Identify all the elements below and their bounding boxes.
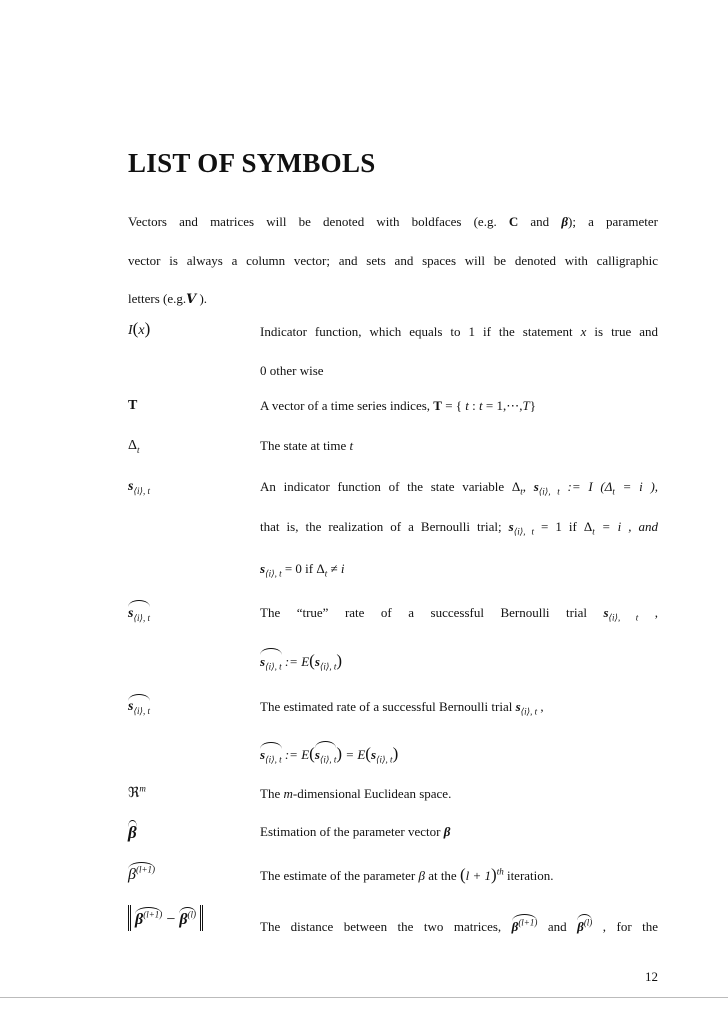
symbol-state: $\Delta_t$ [128, 438, 140, 455]
definition-bernoulli-line-1: An indicator function of the state variable $\Delta_t$, $s_{⟨i⟩, t}$ := I ($\Delta_t = i$ ), [260, 479, 659, 497]
symbol-true-rate: $s_{⟨i⟩, t}$ [128, 600, 150, 623]
page-number: 12 [645, 969, 658, 984]
definition-iteration-estimate: The estimate of the parameter β at the $(l + 1)^{th}$ iteration. [260, 865, 554, 884]
symbol-iteration-estimate: $\beta^{(l+1)}$ [128, 862, 155, 884]
definition-estimated-rate-line-2: $s_{⟨i⟩, t}$ := $E(s_{⟨i⟩, t}) = E(s_{⟨i⟩, t})$ [260, 741, 658, 764]
intro-line-3: letters (e.g.V ). [128, 291, 208, 307]
definition-indicator-line-1: Indicator function, which equals to 1 if the statement x is true and [260, 324, 659, 339]
definition-state: The state at time t [260, 438, 354, 453]
definition-estimated-rate-line-1: The estimated rate of a successful Bernoulli trial $s_{⟨i⟩, t}$ , [260, 699, 544, 717]
symbol-distance: $\beta^{(l+1)} - \beta^{(l)}$ [128, 905, 203, 931]
definition-estimated-parameter: Estimation of the parameter vector β [260, 824, 451, 839]
symbol-bernoulli: $s_{⟨i⟩, t}$ [128, 479, 150, 496]
intro-line-1: Vectors and matrices will be denoted with boldfaces (e.g. C and β); a parameter [128, 214, 658, 229]
symbol-indicator: I(x) [128, 319, 151, 338]
definition-time-series: A vector of a time series indices, T = { t : t = 1,⋯,T} [260, 398, 536, 413]
symbol-euclidean-space: ℜ$^m$ [128, 783, 146, 801]
definition-distance: The distance between the two matrices, $\beta^{(l+1)}$ and $\beta^{(l)}$ , for the [260, 914, 658, 936]
symbol-estimated-rate: $s_{⟨i⟩, t}$ [128, 694, 150, 716]
definition-true-rate-line-1: The “true” rate of a successful Bernoulli trial $s_{⟨i⟩, t}$ , [260, 605, 659, 623]
symbol-time-series: T [128, 398, 138, 413]
page-title: LIST OF SYMBOLS [128, 148, 376, 178]
definition-true-rate-line-2: $s_{⟨i⟩, t}$ := $E(s_{⟨i⟩, t})$ [260, 648, 658, 671]
definition-bernoulli-line-2: that is, the realization of a Bernoulli trial; $s_{⟨i⟩, t} = 1$ if $\Delta_t = i$ , and [260, 519, 659, 537]
definition-bernoulli-line-3: $s_{⟨i⟩, t} = 0$ if $\Delta_t \ne i$ [260, 561, 345, 579]
symbol-estimated-parameter: β [128, 820, 137, 842]
intro-line-2: vector is always a column vector; and sets and spaces will be denoted with calligraphic [128, 253, 658, 268]
definition-indicator-line-2: 0 other wise [260, 363, 324, 378]
footer-divider [0, 997, 728, 998]
definition-euclidean-space: The m-dimensional Euclidean space. [260, 786, 452, 801]
